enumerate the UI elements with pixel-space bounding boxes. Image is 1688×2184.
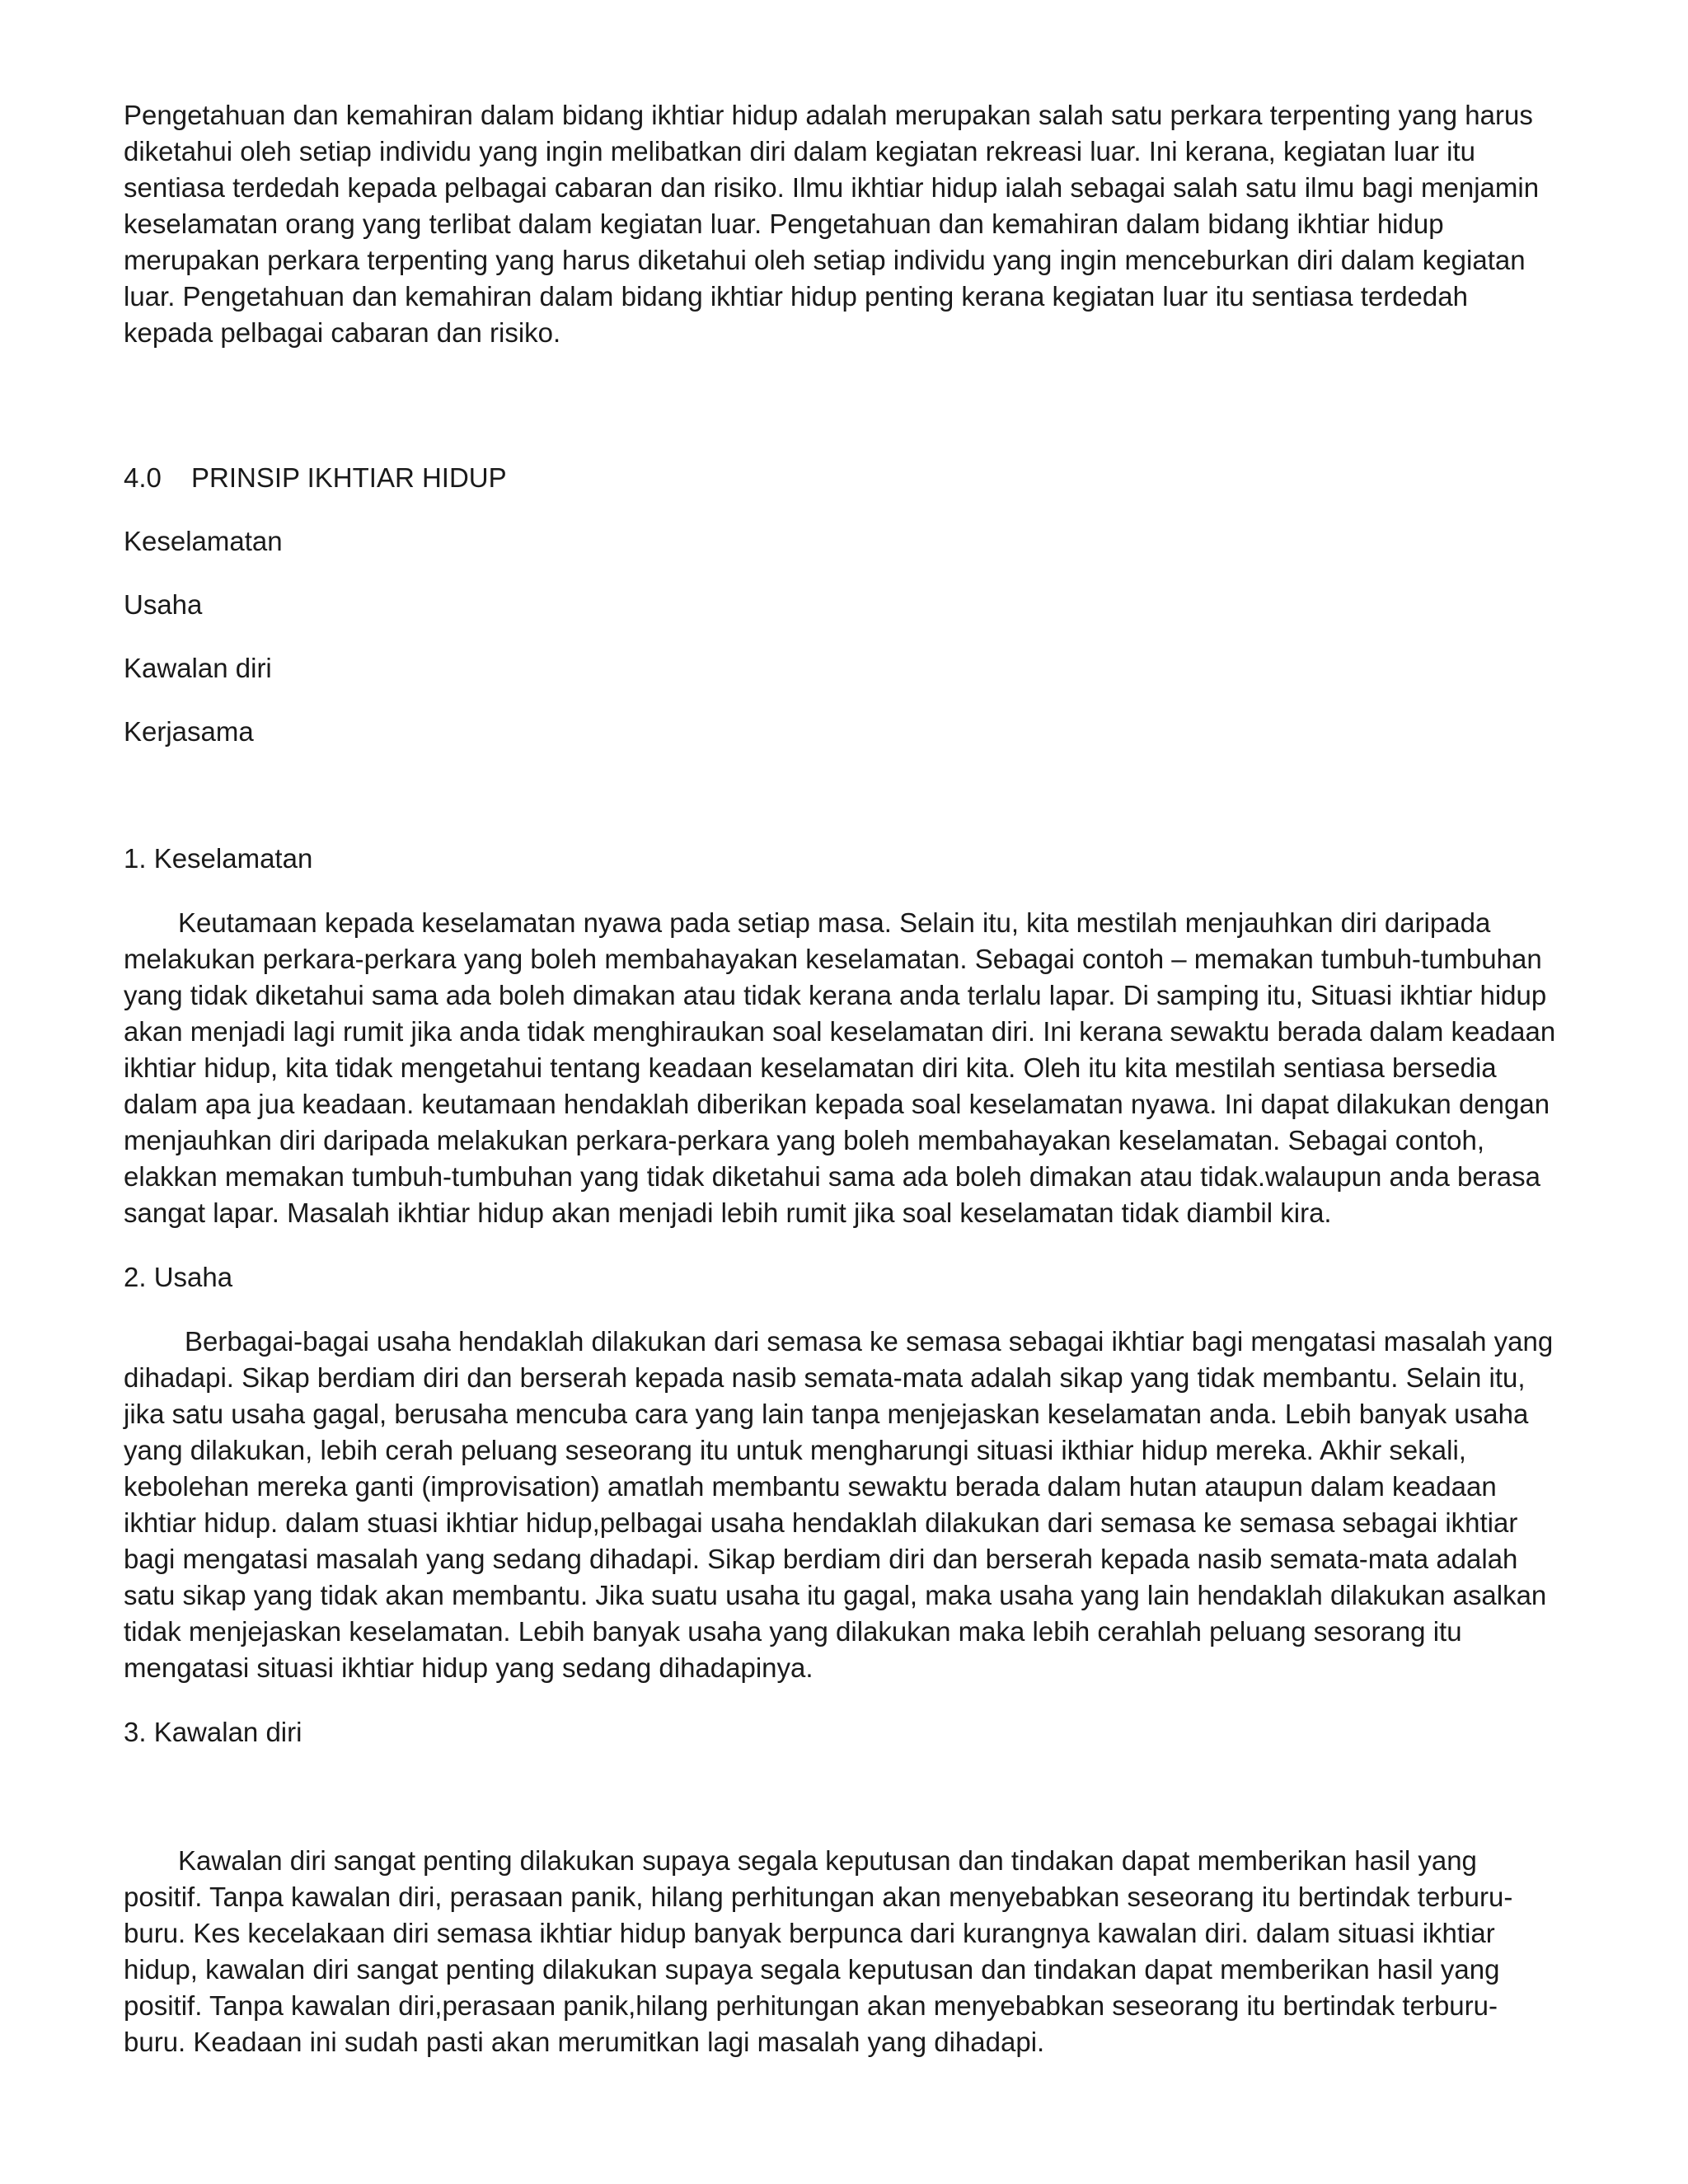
subsection-body-usaha: Berbagai-bagai usaha hendaklah dilakukan dari semasa ke semasa sebagai ikhtiar bagi mengatasi masalah yang dihadapi. Sikap berdiam diri dan berserah kepada nasib semata-mata adalah sikap yang tidak membantu. Selain itu, jika satu usaha gagal, berusaha mencuba cara yang lain tanpa menjejaskan keselamatan anda. Lebih banyak usaha yang dilakukan, lebih cerah peluang seseorang itu untuk mengharungi situasi ikthiar hidup mereka. Akhir sekali, kebolehan mereka ganti (improvisation) amatlah membantu sewaktu berada dalam hutan ataupun dalam keadaan ikhtiar hidup. dalam stuasi ikhtiar hidup,pelbagai usaha hendaklah dilakukan dari semasa ke semasa sebagai ikhtiar bagi mengatasi masalah yang sedang dihadapi. Sikap berdiam diri dan berserah kepada nasib semata-mata adalah satu sikap yang tidak akan membantu. Jika suatu usaha itu gagal, maka usaha yang lain hendaklah dilakukan asalkan tidak menjejaskan keselamatan. Lebih banyak usaha yang dilakukan maka lebih cerahlah peluang sesorang itu mengatasi situasi ikhtiar hidup yang sedang dihadapinya. (124, 1326, 1554, 1683)
principle-item: Usaha (124, 589, 203, 620)
subsection-heading-usaha: 2. Usaha (124, 1262, 233, 1292)
document-page (124, 97, 1558, 2060)
principle-item: Kawalan diri (124, 653, 272, 683)
principle-item: Keselamatan (124, 526, 283, 556)
section-number: 4.0 (124, 462, 162, 493)
subsection-heading-keselamatan: 1. Keselamatan (124, 843, 313, 874)
section-title: PRINSIP IKHTIAR HIDUP (191, 462, 507, 493)
subsection-body-keselamatan: Keutamaan kepada keselamatan nyawa pada setiap masa. Selain itu, kita mestilah menjauhkan diri daripada melakukan perkara-perkara yang boleh membahayakan keselamatan. Sebagai contoh – memakan tumbuh-tumbuhan yang tidak diketahui sama ada boleh dimakan atau tidak kerana anda terlalu lapar. Di samping itu, Situasi ikhtiar hidup akan menjadi lagi rumit jika anda tidak menghiraukan soal keselamatan diri. Ini kerana sewaktu berada dalam keadaan ikhtiar hidup, kita tidak mengetahui tentang keadaan keselamatan diri kita. Oleh itu kita mestilah sentiasa bersedia dalam apa jua keadaan. keutamaan hendaklah diberikan kepada soal keselamatan nyawa. Ini dapat dilakukan dengan menjauhkan diri daripada melakukan perkara-perkara yang boleh membahayakan keselamatan. Sebagai contoh, elakkan memakan tumbuh-tumbuhan yang tidak diketahui sama ada boleh dimakan atau tidak.walaupun anda berasa sangat lapar. Masalah ikhtiar hidup akan menjadi lebih rumit jika soal keselamatan tidak diambil kira. (124, 907, 1556, 1228)
intro-paragraph: Pengetahuan dan kemahiran dalam bidang ikhtiar hidup adalah merupakan salah satu perkara terpenting yang harus diketahui oleh setiap individu yang ingin melibatkan diri dalam kegiatan rekreasi luar. Ini kerana, kegiatan luar itu sentiasa terdedah kepada pelbagai cabaran dan risiko. Ilmu ikhtiar hidup ialah sebagai salah satu ilmu bagi menjamin keselamatan orang yang terlibat dalam kegiatan luar. Pengetahuan dan kemahiran dalam bidang ikhtiar hidup merupakan perkara terpenting yang harus diketahui oleh setiap individu yang ingin menceburkan diri dalam kegiatan luar. Pengetahuan dan kemahiran dalam bidang ikhtiar hidup penting kerana kegiatan luar itu sentiasa terdedah kepada pelbagai cabaran dan risiko. (124, 100, 1540, 348)
section-heading (124, 460, 1558, 496)
subsection-heading-kawalan-diri: 3. Kawalan diri (124, 1717, 302, 1747)
principle-item: Kerjasama (124, 716, 254, 747)
subsection-body-kawalan-diri: Kawalan diri sangat penting dilakukan supaya segala keputusan dan tindakan dapat memberikan hasil yang positif. Tanpa kawalan diri, perasaan panik, hilang perhitungan akan menyebabkan seseorang itu bertindak terburu-buru. Kes kecelakaan diri semasa ikhtiar hidup banyak berpunca dari kurangnya kawalan diri. dalam situasi ikhtiar hidup, kawalan diri sangat penting dilakukan supaya segala keputusan dan tindakan dapat memberikan hasil yang positif. Tanpa kawalan diri,perasaan panik,hilang perhitungan akan menyebabkan seseorang itu bertindak terburu-buru. Keadaan ini sudah pasti akan merumitkan lagi masalah yang dihadapi. (124, 1845, 1513, 2057)
